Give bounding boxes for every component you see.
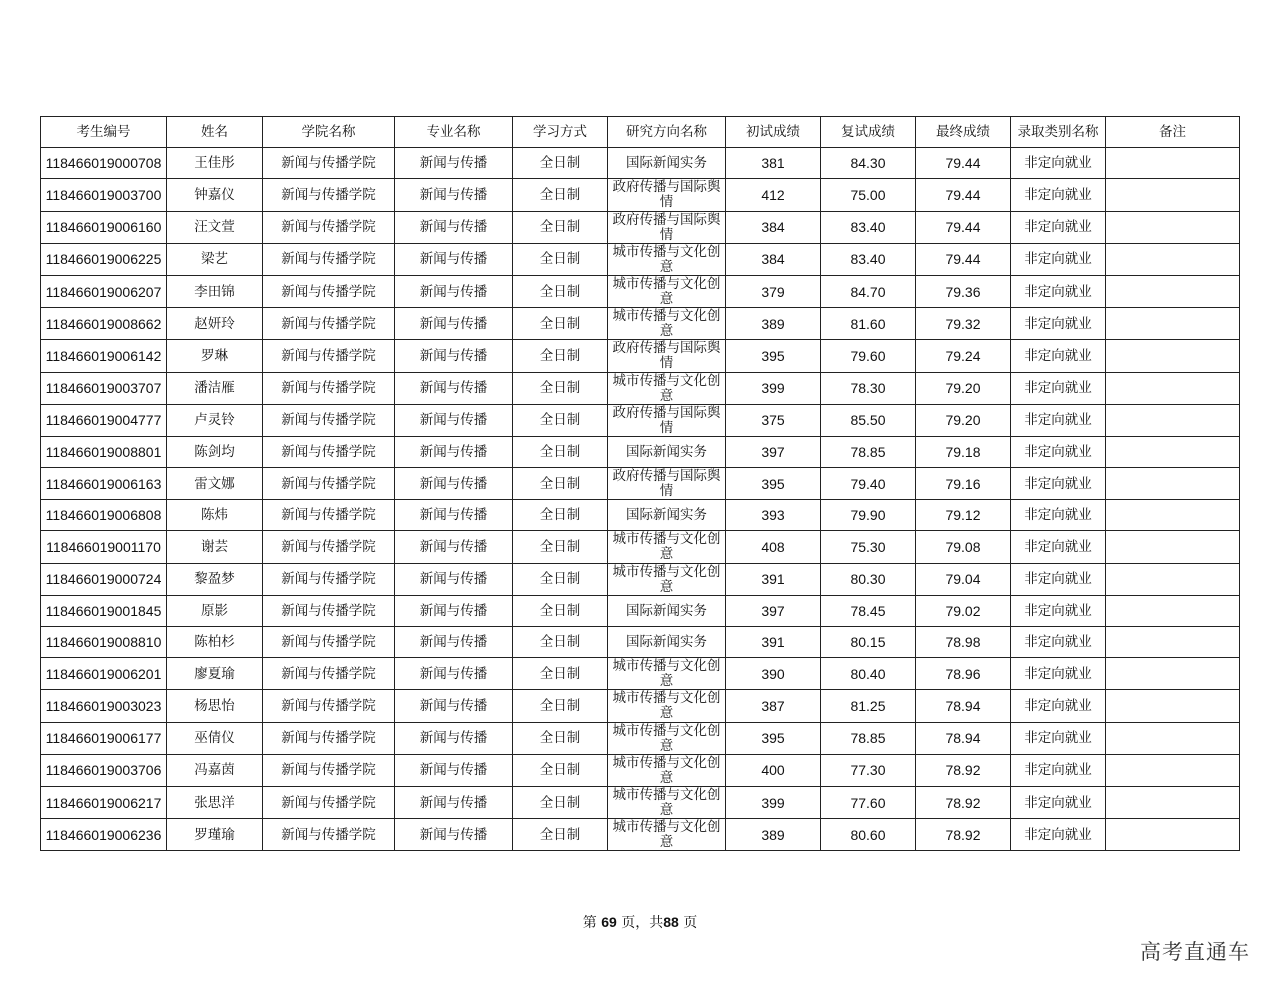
header-admission-category: 录取类别名称 [1011, 117, 1106, 148]
cell-initial-score: 375 [726, 404, 821, 436]
cell-study-mode: 全日制 [513, 275, 608, 307]
cell-admission-category: 非定向就业 [1011, 436, 1106, 467]
table-row [41, 531, 1240, 563]
cell-remarks [1106, 563, 1240, 595]
cell-study-mode: 全日制 [513, 500, 608, 531]
cell-research-direction: 国际新闻实务 [608, 436, 726, 467]
cell-exam-id: 118466019003707 [41, 372, 167, 404]
cell-final-score: 79.20 [916, 372, 1011, 404]
table-row [41, 722, 1240, 754]
cell-remarks [1106, 690, 1240, 722]
cell-study-mode: 全日制 [513, 148, 608, 179]
cell-name: 谢芸 [167, 531, 263, 563]
watermark-text: 高考直通车 [1140, 940, 1250, 964]
cell-college: 新闻与传播学院 [263, 658, 395, 690]
cell-exam-id: 118466019004777 [41, 404, 167, 436]
cell-name: 陈剑均 [167, 436, 263, 467]
cell-major: 新闻与传播 [395, 595, 513, 626]
cell-study-mode: 全日制 [513, 211, 608, 243]
cell-major: 新闻与传播 [395, 754, 513, 786]
cell-research-direction: 城市传播与文化创意 [608, 722, 726, 754]
cell-study-mode: 全日制 [513, 531, 608, 563]
cell-retest-score: 78.45 [821, 595, 916, 626]
cell-final-score: 79.12 [916, 500, 1011, 531]
cell-research-direction: 政府传播与国际舆情 [608, 468, 726, 500]
cell-name: 冯嘉茵 [167, 754, 263, 786]
cell-study-mode: 全日制 [513, 819, 608, 851]
cell-name: 潘洁雁 [167, 372, 263, 404]
footer-page-number: 69 [601, 914, 617, 930]
cell-initial-score: 387 [726, 690, 821, 722]
cell-admission-category: 非定向就业 [1011, 627, 1106, 658]
cell-initial-score: 384 [726, 211, 821, 243]
cell-remarks [1106, 819, 1240, 851]
cell-admission-category: 非定向就业 [1011, 690, 1106, 722]
cell-major: 新闻与传播 [395, 722, 513, 754]
cell-admission-category: 非定向就业 [1011, 786, 1106, 818]
cell-initial-score: 379 [726, 275, 821, 307]
cell-major: 新闻与传播 [395, 275, 513, 307]
header-study-mode: 学习方式 [513, 117, 608, 148]
header-final-score: 最终成绩 [916, 117, 1011, 148]
cell-final-score: 79.02 [916, 595, 1011, 626]
cell-initial-score: 400 [726, 754, 821, 786]
cell-college: 新闻与传播学院 [263, 308, 395, 340]
table-row [41, 658, 1240, 690]
cell-college: 新闻与传播学院 [263, 148, 395, 179]
cell-major: 新闻与传播 [395, 468, 513, 500]
header-exam-id: 考生编号 [41, 117, 167, 148]
table-row [41, 500, 1240, 531]
table-row [41, 627, 1240, 658]
cell-initial-score: 395 [726, 722, 821, 754]
cell-admission-category: 非定向就业 [1011, 500, 1106, 531]
cell-name: 卢灵铃 [167, 404, 263, 436]
cell-admission-category: 非定向就业 [1011, 468, 1106, 500]
cell-name: 张思洋 [167, 786, 263, 818]
table-header-row [41, 117, 1240, 148]
cell-college: 新闻与传播学院 [263, 595, 395, 626]
cell-research-direction: 城市传播与文化创意 [608, 819, 726, 851]
footer-prefix: 第 [582, 915, 597, 931]
cell-remarks [1106, 627, 1240, 658]
cell-study-mode: 全日制 [513, 436, 608, 467]
cell-initial-score: 397 [726, 436, 821, 467]
cell-final-score: 79.04 [916, 563, 1011, 595]
cell-name: 赵妍玲 [167, 308, 263, 340]
cell-college: 新闻与传播学院 [263, 404, 395, 436]
cell-remarks [1106, 722, 1240, 754]
cell-final-score: 78.92 [916, 754, 1011, 786]
page-footer [0, 912, 1280, 932]
cell-admission-category: 非定向就业 [1011, 179, 1106, 211]
cell-research-direction: 政府传播与国际舆情 [608, 340, 726, 372]
cell-retest-score: 81.25 [821, 690, 916, 722]
cell-initial-score: 384 [726, 243, 821, 275]
table-row [41, 786, 1240, 818]
cell-final-score: 78.92 [916, 819, 1011, 851]
cell-college: 新闻与传播学院 [263, 819, 395, 851]
cell-retest-score: 85.50 [821, 404, 916, 436]
cell-research-direction: 城市传播与文化创意 [608, 658, 726, 690]
table-row [41, 179, 1240, 211]
cell-exam-id: 118466019006163 [41, 468, 167, 500]
cell-initial-score: 391 [726, 627, 821, 658]
cell-remarks [1106, 531, 1240, 563]
cell-remarks [1106, 148, 1240, 179]
cell-exam-id: 118466019006177 [41, 722, 167, 754]
cell-remarks [1106, 372, 1240, 404]
cell-remarks [1106, 275, 1240, 307]
table-row [41, 243, 1240, 275]
cell-exam-id: 118466019006808 [41, 500, 167, 531]
cell-exam-id: 118466019006225 [41, 243, 167, 275]
cell-initial-score: 391 [726, 563, 821, 595]
cell-major: 新闻与传播 [395, 436, 513, 467]
cell-remarks [1106, 179, 1240, 211]
cell-study-mode: 全日制 [513, 468, 608, 500]
cell-study-mode: 全日制 [513, 563, 608, 595]
cell-admission-category: 非定向就业 [1011, 819, 1106, 851]
cell-name: 雷文娜 [167, 468, 263, 500]
cell-major: 新闻与传播 [395, 531, 513, 563]
cell-final-score: 78.92 [916, 786, 1011, 818]
cell-name: 陈炜 [167, 500, 263, 531]
cell-major: 新闻与传播 [395, 211, 513, 243]
table-row [41, 468, 1240, 500]
cell-name: 黎盈梦 [167, 563, 263, 595]
cell-study-mode: 全日制 [513, 243, 608, 275]
cell-study-mode: 全日制 [513, 595, 608, 626]
cell-college: 新闻与传播学院 [263, 372, 395, 404]
cell-research-direction: 城市传播与文化创意 [608, 754, 726, 786]
cell-major: 新闻与传播 [395, 563, 513, 595]
cell-final-score: 79.16 [916, 468, 1011, 500]
cell-retest-score: 78.85 [821, 722, 916, 754]
cell-admission-category: 非定向就业 [1011, 531, 1106, 563]
cell-initial-score: 399 [726, 786, 821, 818]
cell-college: 新闻与传播学院 [263, 786, 395, 818]
header-retest-score: 复试成绩 [821, 117, 916, 148]
cell-research-direction: 政府传播与国际舆情 [608, 404, 726, 436]
cell-final-score: 79.20 [916, 404, 1011, 436]
cell-retest-score: 78.30 [821, 372, 916, 404]
cell-exam-id: 118466019006201 [41, 658, 167, 690]
cell-research-direction: 政府传播与国际舆情 [608, 179, 726, 211]
cell-research-direction: 城市传播与文化创意 [608, 372, 726, 404]
cell-admission-category: 非定向就业 [1011, 404, 1106, 436]
cell-exam-id: 118466019008801 [41, 436, 167, 467]
header-remarks: 备注 [1106, 117, 1240, 148]
cell-remarks [1106, 211, 1240, 243]
table-row [41, 340, 1240, 372]
cell-final-score: 78.98 [916, 627, 1011, 658]
cell-final-score: 78.94 [916, 690, 1011, 722]
cell-major: 新闻与传播 [395, 658, 513, 690]
cell-retest-score: 75.00 [821, 179, 916, 211]
cell-remarks [1106, 500, 1240, 531]
cell-major: 新闻与传播 [395, 500, 513, 531]
cell-admission-category: 非定向就业 [1011, 243, 1106, 275]
cell-college: 新闻与传播学院 [263, 340, 395, 372]
cell-final-score: 78.94 [916, 722, 1011, 754]
cell-initial-score: 397 [726, 595, 821, 626]
cell-name: 钟嘉仪 [167, 179, 263, 211]
cell-research-direction: 国际新闻实务 [608, 148, 726, 179]
header-college: 学院名称 [263, 117, 395, 148]
cell-exam-id: 118466019000724 [41, 563, 167, 595]
admission-list-sheet [40, 116, 1239, 851]
cell-major: 新闻与传播 [395, 819, 513, 851]
cell-exam-id: 118466019001170 [41, 531, 167, 563]
cell-major: 新闻与传播 [395, 340, 513, 372]
table-row [41, 372, 1240, 404]
cell-research-direction: 城市传播与文化创意 [608, 563, 726, 595]
cell-admission-category: 非定向就业 [1011, 148, 1106, 179]
cell-study-mode: 全日制 [513, 754, 608, 786]
table-row [41, 819, 1240, 851]
cell-college: 新闻与传播学院 [263, 436, 395, 467]
cell-major: 新闻与传播 [395, 243, 513, 275]
cell-name: 陈柏杉 [167, 627, 263, 658]
cell-remarks [1106, 243, 1240, 275]
cell-study-mode: 全日制 [513, 786, 608, 818]
table-row [41, 308, 1240, 340]
cell-college: 新闻与传播学院 [263, 243, 395, 275]
cell-college: 新闻与传播学院 [263, 211, 395, 243]
table-body [41, 148, 1240, 851]
cell-research-direction: 城市传播与文化创意 [608, 690, 726, 722]
cell-admission-category: 非定向就业 [1011, 658, 1106, 690]
cell-research-direction: 城市传播与文化创意 [608, 308, 726, 340]
cell-admission-category: 非定向就业 [1011, 308, 1106, 340]
cell-final-score: 79.32 [916, 308, 1011, 340]
footer-total-pages: 88 [663, 914, 679, 930]
cell-exam-id: 118466019006217 [41, 786, 167, 818]
cell-major: 新闻与传播 [395, 404, 513, 436]
cell-remarks [1106, 436, 1240, 467]
cell-major: 新闻与传播 [395, 786, 513, 818]
cell-initial-score: 389 [726, 308, 821, 340]
footer-suffix: 页 [683, 915, 698, 931]
cell-research-direction: 国际新闻实务 [608, 595, 726, 626]
cell-initial-score: 395 [726, 468, 821, 500]
cell-research-direction: 政府传播与国际舆情 [608, 211, 726, 243]
cell-college: 新闻与传播学院 [263, 179, 395, 211]
cell-study-mode: 全日制 [513, 722, 608, 754]
cell-admission-category: 非定向就业 [1011, 275, 1106, 307]
cell-retest-score: 77.60 [821, 786, 916, 818]
table-row [41, 211, 1240, 243]
cell-college: 新闻与传播学院 [263, 754, 395, 786]
table-row [41, 275, 1240, 307]
header-name: 姓名 [167, 117, 263, 148]
table-row [41, 690, 1240, 722]
cell-retest-score: 80.30 [821, 563, 916, 595]
table-row [41, 148, 1240, 179]
cell-study-mode: 全日制 [513, 308, 608, 340]
cell-exam-id: 118466019001845 [41, 595, 167, 626]
cell-name: 巫倩仪 [167, 722, 263, 754]
cell-exam-id: 118466019003706 [41, 754, 167, 786]
cell-research-direction: 国际新闻实务 [608, 627, 726, 658]
cell-exam-id: 118466019008810 [41, 627, 167, 658]
table-row [41, 404, 1240, 436]
cell-admission-category: 非定向就业 [1011, 595, 1106, 626]
table-row [41, 754, 1240, 786]
cell-initial-score: 412 [726, 179, 821, 211]
cell-final-score: 79.44 [916, 148, 1011, 179]
cell-retest-score: 81.60 [821, 308, 916, 340]
cell-college: 新闻与传播学院 [263, 563, 395, 595]
cell-retest-score: 80.40 [821, 658, 916, 690]
cell-final-score: 79.44 [916, 243, 1011, 275]
table-row [41, 436, 1240, 467]
cell-retest-score: 75.30 [821, 531, 916, 563]
cell-initial-score: 381 [726, 148, 821, 179]
cell-admission-category: 非定向就业 [1011, 563, 1106, 595]
cell-remarks [1106, 754, 1240, 786]
cell-remarks [1106, 404, 1240, 436]
cell-name: 廖夏瑜 [167, 658, 263, 690]
table-row [41, 563, 1240, 595]
cell-remarks [1106, 658, 1240, 690]
cell-final-score: 79.18 [916, 436, 1011, 467]
header-major: 专业名称 [395, 117, 513, 148]
cell-name: 罗瑾瑜 [167, 819, 263, 851]
cell-exam-id: 118466019006236 [41, 819, 167, 851]
cell-name: 杨思怡 [167, 690, 263, 722]
cell-name: 王佳彤 [167, 148, 263, 179]
cell-remarks [1106, 786, 1240, 818]
cell-retest-score: 79.60 [821, 340, 916, 372]
cell-retest-score: 80.60 [821, 819, 916, 851]
cell-remarks [1106, 468, 1240, 500]
cell-name: 李田锦 [167, 275, 263, 307]
cell-retest-score: 83.40 [821, 211, 916, 243]
cell-research-direction: 城市传播与文化创意 [608, 786, 726, 818]
admission-table [40, 116, 1240, 851]
cell-admission-category: 非定向就业 [1011, 722, 1106, 754]
cell-college: 新闻与传播学院 [263, 275, 395, 307]
cell-retest-score: 79.40 [821, 468, 916, 500]
cell-exam-id: 118466019000708 [41, 148, 167, 179]
cell-college: 新闻与传播学院 [263, 627, 395, 658]
cell-final-score: 79.44 [916, 211, 1011, 243]
header-research-direction: 研究方向名称 [608, 117, 726, 148]
cell-retest-score: 83.40 [821, 243, 916, 275]
cell-major: 新闻与传播 [395, 690, 513, 722]
cell-initial-score: 390 [726, 658, 821, 690]
cell-initial-score: 393 [726, 500, 821, 531]
cell-study-mode: 全日制 [513, 404, 608, 436]
cell-study-mode: 全日制 [513, 179, 608, 211]
cell-study-mode: 全日制 [513, 658, 608, 690]
cell-college: 新闻与传播学院 [263, 722, 395, 754]
cell-retest-score: 84.70 [821, 275, 916, 307]
cell-exam-id: 118466019006160 [41, 211, 167, 243]
cell-major: 新闻与传播 [395, 308, 513, 340]
cell-retest-score: 80.15 [821, 627, 916, 658]
cell-initial-score: 389 [726, 819, 821, 851]
cell-exam-id: 118466019006142 [41, 340, 167, 372]
cell-final-score: 79.44 [916, 179, 1011, 211]
cell-admission-category: 非定向就业 [1011, 372, 1106, 404]
cell-final-score: 79.24 [916, 340, 1011, 372]
cell-major: 新闻与传播 [395, 179, 513, 211]
cell-research-direction: 城市传播与文化创意 [608, 531, 726, 563]
cell-college: 新闻与传播学院 [263, 468, 395, 500]
cell-admission-category: 非定向就业 [1011, 211, 1106, 243]
cell-name: 罗琳 [167, 340, 263, 372]
cell-college: 新闻与传播学院 [263, 500, 395, 531]
cell-research-direction: 城市传播与文化创意 [608, 275, 726, 307]
cell-remarks [1106, 595, 1240, 626]
cell-exam-id: 118466019008662 [41, 308, 167, 340]
cell-study-mode: 全日制 [513, 690, 608, 722]
cell-exam-id: 118466019003023 [41, 690, 167, 722]
cell-initial-score: 399 [726, 372, 821, 404]
cell-retest-score: 79.90 [821, 500, 916, 531]
cell-final-score: 79.36 [916, 275, 1011, 307]
cell-major: 新闻与传播 [395, 372, 513, 404]
cell-admission-category: 非定向就业 [1011, 340, 1106, 372]
cell-study-mode: 全日制 [513, 372, 608, 404]
cell-remarks [1106, 340, 1240, 372]
cell-retest-score: 84.30 [821, 148, 916, 179]
cell-initial-score: 408 [726, 531, 821, 563]
cell-research-direction: 国际新闻实务 [608, 500, 726, 531]
cell-exam-id: 118466019003700 [41, 179, 167, 211]
cell-remarks [1106, 308, 1240, 340]
cell-college: 新闻与传播学院 [263, 690, 395, 722]
header-initial-score: 初试成绩 [726, 117, 821, 148]
cell-research-direction: 城市传播与文化创意 [608, 243, 726, 275]
footer-middle: 页，共 [621, 915, 664, 931]
cell-retest-score: 77.30 [821, 754, 916, 786]
cell-study-mode: 全日制 [513, 340, 608, 372]
cell-name: 梁艺 [167, 243, 263, 275]
cell-study-mode: 全日制 [513, 627, 608, 658]
cell-major: 新闻与传播 [395, 627, 513, 658]
cell-retest-score: 78.85 [821, 436, 916, 467]
cell-final-score: 79.08 [916, 531, 1011, 563]
cell-initial-score: 395 [726, 340, 821, 372]
cell-name: 原影 [167, 595, 263, 626]
table-row [41, 595, 1240, 626]
cell-name: 汪文萱 [167, 211, 263, 243]
cell-major: 新闻与传播 [395, 148, 513, 179]
cell-final-score: 78.96 [916, 658, 1011, 690]
cell-college: 新闻与传播学院 [263, 531, 395, 563]
cell-admission-category: 非定向就业 [1011, 754, 1106, 786]
cell-exam-id: 118466019006207 [41, 275, 167, 307]
